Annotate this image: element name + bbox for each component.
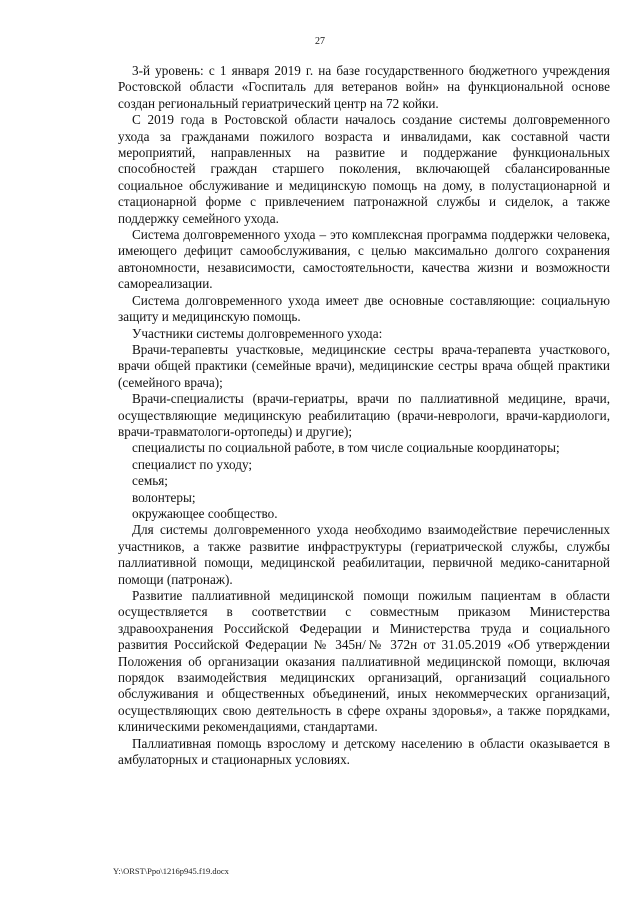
list-item-social-workers: специалисты по социальной работе, в том числе социальные координаторы; (132, 440, 560, 456)
list-item-community: окружающее сообщество. (132, 505, 278, 521)
paragraph-ltc-components: Система долговременного ухода имеет две основные составляющие: социальную защиту и медицинскую помощь. (118, 292, 610, 325)
paragraph-palliative-provision: Паллиативная помощь взрослому и детскому населению в области оказывается в амбулаторных и стационарных условиях. (118, 735, 610, 768)
page-number: 27 (315, 36, 325, 47)
paragraph-participants-heading: Участники системы долговременного ухода: (132, 325, 383, 341)
document-body (118, 63, 610, 768)
list-item-care-specialist: специалист по уходу; (132, 456, 253, 472)
paragraph-ltc-definition: Система долговременного ухода – это комплексная программа поддержки человека, имеющего дефицит самообслуживания, с целью максимально долгого сохранения автономности, независимости, самостоятельности, качества жизни и возможности самореализации. (118, 227, 610, 292)
footer-file-path: Y:\ORST\Ppo\1216p945.f19.docx (113, 866, 229, 876)
list-item-family: семья; (132, 473, 168, 489)
list-item-volunteers: волонтеры; (132, 489, 196, 505)
paragraph-palliative-development: Развитие паллиативной медицинской помощи пожилым пациентам в области осуществляется в соответствии с совместным приказом Министерства здравоохранения Российской Федерации и Министерства труда и социального развития Российской Федерации № 345н/№ 372н от 31.05.2019 «Об утверждении Положения об организации оказания паллиативной медицинской помощи, включая порядок взаимодействия медицинских организаций, организаций социального обслуживания и общественных объединений, иных некоммерческих организаций, осуществляющих свою деятельность в сфере охраны здоровья», а также порядками, клиническими рекомендациями, стандартами. (118, 588, 610, 735)
list-item-specialists: Врачи-специалисты (врачи-гериатры, врачи по паллиативной медицине, врачи, осуществляющие медицинскую реабилитацию (врачи-неврологи, врачи-кардиологи, врачи-травматологи-ортопеды) и другие); (118, 391, 610, 439)
paragraph-ltc-creation: С 2019 года в Ростовской области началось создание системы долговременного ухода за гражданами пожилого возраста и инвалидами, как составной части мероприятий, направленных на развитие и поддержание функциональных способностей граждан старшего поколения, включающей сбалансированные социальное обслуживание и медицинскую помощь на дому, в полустационарной и стационарной форме с привлечением патронажной службы и сиделок, а также поддержку семейного ухода. (118, 112, 610, 226)
list-item-therapists: Врачи-терапевты участковые, медицинские сестры врача-терапевта участкового, врачи общей практики (семейные врачи), медицинские сестры врача общей практики (семейного врача); (118, 341, 610, 390)
paragraph-interaction: Для системы долговременного ухода необходимо взаимодействие перечисленных участников, а также развитие инфраструктуры (гериатрической службы, службы паллиативной помощи, медицинской реабилитации, первичной медико-санитарной помощи (патронаж). (118, 522, 610, 587)
paragraph-level-3: 3-й уровень: с 1 января 2019 г. на базе государственного бюджетного учреждения Ростовской области «Госпиталь для ветеранов войн» на функциональной основе создан региональный гериатрический центр на 72 койки. (118, 63, 610, 111)
